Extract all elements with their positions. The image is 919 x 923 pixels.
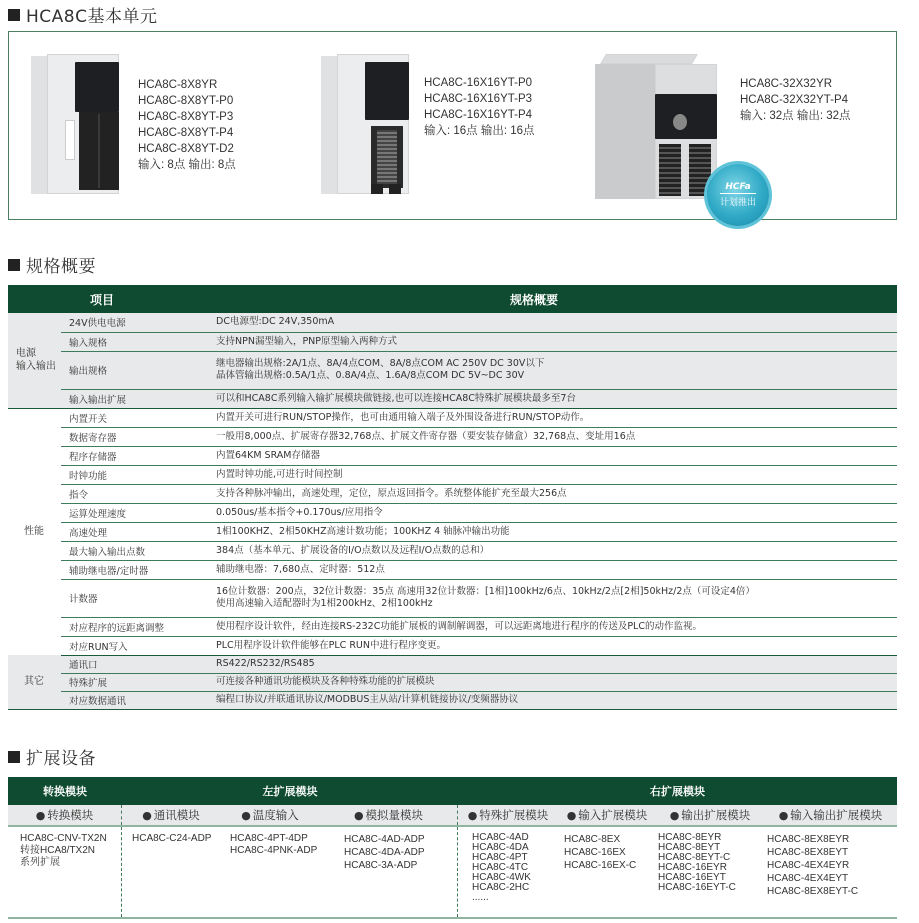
spec-item: 对应RUN写入 [61,636,208,655]
section-title-basic-units: HCA8C基本单元 [8,2,157,27]
spec-value: 辅助继电器：7,680点、定时器：512点 [208,560,897,579]
spec-item: 程序存储器 [61,446,208,465]
group-label-power-io: 电源 输入输出 [8,313,61,408]
spec-table [8,285,897,710]
list-item: HCA8C-8EX8EYT [767,847,849,858]
list-conversion [8,827,122,917]
section-title-expansion: 扩展设备 [8,744,96,769]
spec-item: 计数器 [61,579,208,617]
spec-value: 可连接各种通讯功能模块及各种特殊功能的扩展模块 [208,673,897,691]
spec-item: 输入规格 [61,332,208,351]
spec-value: 使用程序设计软件，经由连接RS-232C功能扩展板的调制解调器，可以远距离地进行程序的传送及PLC的动作监视。 [208,617,897,636]
coming-soon-badge: HCFa 计划推出 [707,164,769,226]
model-name: HCA8C-32X32YT-P4 [740,93,849,106]
list-temp [220,827,344,917]
model-name: HCA8C-16X16YT-P0 [424,77,533,89]
spec-item: 数据寄存器 [61,427,208,446]
group-label-others: 其它 [8,655,61,709]
spec-item: 输入输出扩展 [61,389,208,408]
list-item: HCA8C-4AD-ADP [344,834,425,845]
list-item: HCA8C-4EX4EYR [767,860,850,871]
io-points: 输入: 8点 输出: 8点 [138,159,236,171]
io-points: 输入: 32点 输出: 32点 [740,109,851,122]
list-item: 系列扩展 [20,857,60,868]
list-item: HCA8C-4TC [472,862,529,873]
list-item: HCA8C-2HC [472,882,530,893]
subheader-input: ● 输入扩展模块 [558,805,656,825]
spec-item: 高速处理 [61,522,208,541]
header-spec: 规格概要 [208,285,897,313]
header-conversion: 转换模块 [43,785,87,798]
subheader-special: ● 特殊扩展模块 [458,805,558,825]
list-item: HCA8C-4EX4EYT [767,873,849,884]
header-item: 项目 [8,285,208,313]
spec-item: 对应程序的远距离调整 [61,617,208,636]
product-card-32x32 [595,42,851,207]
hcfa-logo: HCFa [725,182,751,192]
list-item: HCA8C-3A-ADP [344,860,418,871]
list-special [458,827,558,917]
header-left-expansion: 左扩展模块 [262,785,318,798]
plc-image-32x32 [595,42,720,207]
list-item: HCA8C-8EYR [658,832,722,843]
list-item: HCA8C-4PT [472,852,528,863]
list-item: HCA8C-16EX [564,847,626,858]
list-analog [344,827,458,917]
list-input [558,827,654,917]
expansion-table [8,777,897,919]
list-item: HCA8C-4WK [472,872,531,883]
spec-value: PLC用程序设计软件能够在PLC RUN中进行程序变更。 [208,636,897,655]
spec-item: 24V供电电源 [61,313,208,332]
list-item: ...... [472,892,489,903]
spec-value: DC电源型:DC 24V,350mA [208,313,897,332]
header-right-expansion: 右扩展模块 [650,785,705,798]
list-output [654,827,767,917]
section-title-spec: 规格概要 [8,252,96,277]
subheader-temp: ● 温度输入 [220,805,320,825]
spec-value: 可以和HCA8C系列输入输扩展模块做链接,也可以连接HCA8C特殊扩展模块最多至7台 [208,389,897,408]
spec-item: 内置开关 [61,408,208,427]
square-bullet-icon [8,259,20,271]
spec-value: 384点（基本单元、扩展设备的I/O点数以及远程I/O点数的总和） [208,541,897,560]
spec-item: 辅助继电器/定时器 [61,560,208,579]
list-item: HCA8C-16EYT [658,872,726,883]
model-name: HCA8C-8X8YT-P4 [138,127,234,139]
expansion-body-row [8,827,897,919]
list-io [767,827,897,917]
spec-value: 继电器输出规格:2A/1点、8A/4点COM、8A/8点COM AC 250V DC 30V以下 晶体管输出规格:0.5A/1点、0.8A/4点、1.6A/8点COM DC 5V~DC 30V [208,351,897,389]
product-card-8x8 [27,50,236,200]
list-item: HCA8C-16EYT-C [658,882,736,893]
plc-image-16x16 [317,50,412,200]
spec-value: 内置开关可进行RUN/STOP操作，也可由通用输入端子及外围设备进行RUN/STOP动作。 [208,408,897,427]
list-comm [122,827,220,917]
list-item: HCA8C-8EX8EYT-C [767,886,859,897]
spec-value: 16位计数器：200点，32位计数器：35点 高速用32位计数器：[1相]100kHz/6点、10kHz/2点[2相]50kHz/2点（可设定4倍） 使用高速输入适配器时为1相200kHz、2相100kHz [208,579,897,617]
square-bullet-icon [8,751,20,763]
expansion-subheader-row [8,805,897,827]
plc-image-8x8 [27,50,122,200]
subheader-output: ● 输出扩展模块 [656,805,764,825]
product-text-32x32 [740,76,851,124]
product-text-8x8 [138,77,236,173]
spec-item: 输出规格 [61,351,208,389]
spec-item: 对应数据通讯 [61,691,208,709]
product-box [8,31,897,220]
list-item: HCA8C-16EX-C [564,860,637,871]
group-label-performance: 性能 [8,408,61,655]
list-item: HCA8C-8EYT [658,842,721,853]
subheader-comm: ● 通讯模块 [122,805,220,825]
spec-value: 一般用8,000点、扩展寄存器32,768点、扩展文件寄存器（要安装存储盒）32,768点、变址用16点 [208,427,897,446]
list-item: HCA8C-8EYT-C [658,852,731,863]
list-item: HCA8C-4DA-ADP [344,847,425,858]
io-points: 输入: 16点 输出: 16点 [424,125,535,137]
list-item: HCA8C-CNV-TX2N [20,833,107,844]
product-card-16x16 [317,50,535,200]
list-item: HCA8C-4PNK-ADP [230,845,318,856]
model-name: HCA8C-8X8YT-D2 [138,143,234,155]
model-name: HCA8C-16X16YT-P3 [424,93,533,105]
model-name: HCA8C-32X32YR [740,77,833,90]
spec-value: 0.050us/基本指令+0.170us/应用指令 [208,503,897,522]
spec-value: 内置64KM SRAM存储器 [208,446,897,465]
list-item: HCA8C-4AD [472,832,529,843]
square-bullet-icon [8,9,20,21]
subheader-io: ● 输入输出扩展模块 [764,805,897,825]
spec-value: 内置时钟功能,可进行时间控制 [208,465,897,484]
spec-value: RS422/RS232/RS485 [208,655,897,673]
model-name: HCA8C-8X8YT-P0 [138,95,234,107]
spec-item: 指令 [61,484,208,503]
spec-value: 支持各种脉冲输出，高速处理，定位，原点返回指令。系统整体能扩充至最大256点 [208,484,897,503]
list-item: HCA8C-C24-ADP [132,833,212,844]
list-item: HCA8C-4PT-4DP [230,833,308,844]
subheader-conversion: ● 转换模块 [8,805,122,825]
spec-item: 运算处理速度 [61,503,208,522]
spec-value: 1相100KHZ、2相50KHZ高速计数功能；100KHZ 4 轴脉冲输出功能 [208,522,897,541]
spec-item: 时钟功能 [61,465,208,484]
list-item: HCA8C-4DA [472,842,529,853]
subheader-analog: ● 模拟量模块 [320,805,458,825]
spec-value: 编程口协议/并联通讯协议/MODBUS主从站/计算机链接协议/变频器协议 [208,691,897,709]
expansion-header-row [8,777,897,805]
model-name: HCA8C-8X8YR [138,79,218,91]
list-item: HCA8C-16EYR [658,862,727,873]
model-name: HCA8C-16X16YT-P4 [424,109,533,121]
list-item: 转接HCA8/TX2N [20,845,96,856]
product-text-16x16 [424,75,535,139]
spec-value: 支持NPN漏型输入，PNP原型输入两种方式 [208,332,897,351]
spec-item: 通讯口 [61,655,208,673]
spec-item: 最大输入输出点数 [61,541,208,560]
spec-item: 特殊扩展 [61,673,208,691]
model-name: HCA8C-8X8YT-P3 [138,111,234,123]
list-item: HCA8C-8EX8EYR [767,834,850,845]
list-item: HCA8C-8EX [564,834,621,845]
